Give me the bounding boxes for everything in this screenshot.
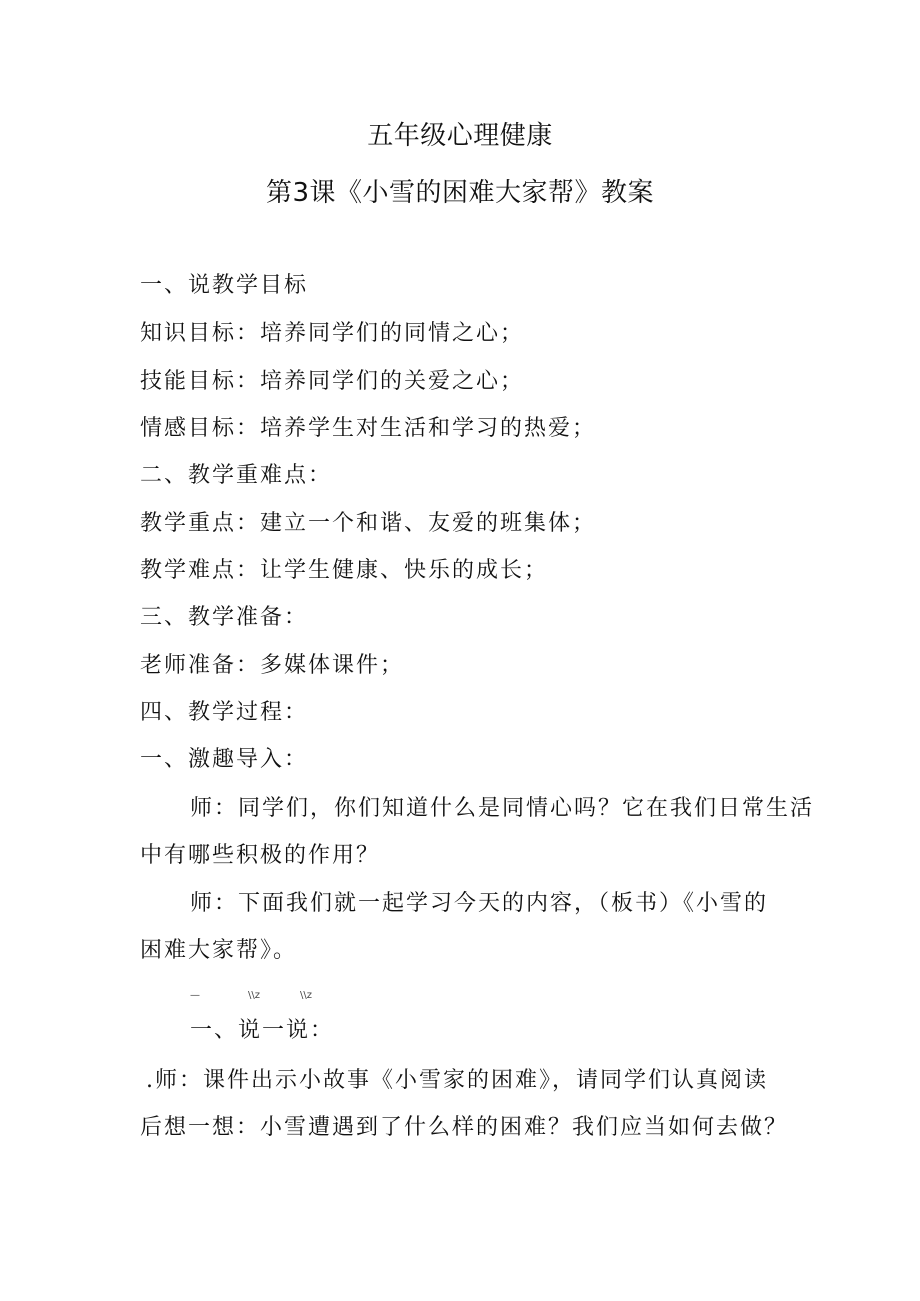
- section-heading-process: 四、教学过程：: [140, 700, 309, 725]
- document-subtitle: 第3课《小雪的困难大家帮》教案: [265, 178, 655, 208]
- artifact-mark: —: [190, 990, 200, 1001]
- teacher-preparation: 老师准备：多媒体课件；: [140, 653, 405, 678]
- paragraph-line: 师：下面我们就一起学习今天的内容，（板书）《小雪的: [190, 891, 769, 916]
- paragraph-line: 后想一想：小雪遭遇到了什么样的困难？我们应当如何去做？: [140, 1115, 789, 1140]
- paragraph-line: 中有哪些积极的作用？: [140, 843, 381, 868]
- paragraph-line: .师：课件出示小故事《小雪家的困难》，请同学们认真阅读: [146, 1068, 768, 1093]
- emotion-objective: 情感目标：培养学生对生活和学习的热爱；: [140, 416, 597, 441]
- knowledge-objective: 知识目标：培养同学们的同情之心；: [140, 321, 525, 346]
- section-heading-preparation: 三、教学准备：: [140, 605, 309, 630]
- teaching-key-point: 教学重点：建立一个和谐、友爱的班集体；: [140, 511, 597, 536]
- paragraph-line: 困难大家帮》。: [140, 938, 298, 963]
- skill-objective: 技能目标：培养同学们的关爱之心；: [140, 369, 525, 394]
- step-heading-discuss: 一、说一说：: [190, 1018, 335, 1043]
- section-heading-objectives: 一、说教学目标: [140, 273, 309, 298]
- section-heading-key-points: 二、教学重难点：: [140, 463, 333, 488]
- paragraph-line: 师：同学们，你们知道什么是同情心吗？它在我们日常生活: [190, 796, 815, 821]
- step-heading-intro: 一、激趣导入：: [140, 747, 309, 772]
- artifact-mark: \\z: [248, 990, 260, 1001]
- document-title: 五年级心理健康: [367, 121, 553, 151]
- teaching-difficulty: 教学难点：让学生健康、快乐的成长；: [140, 558, 549, 583]
- artifact-mark: \\z: [300, 990, 312, 1001]
